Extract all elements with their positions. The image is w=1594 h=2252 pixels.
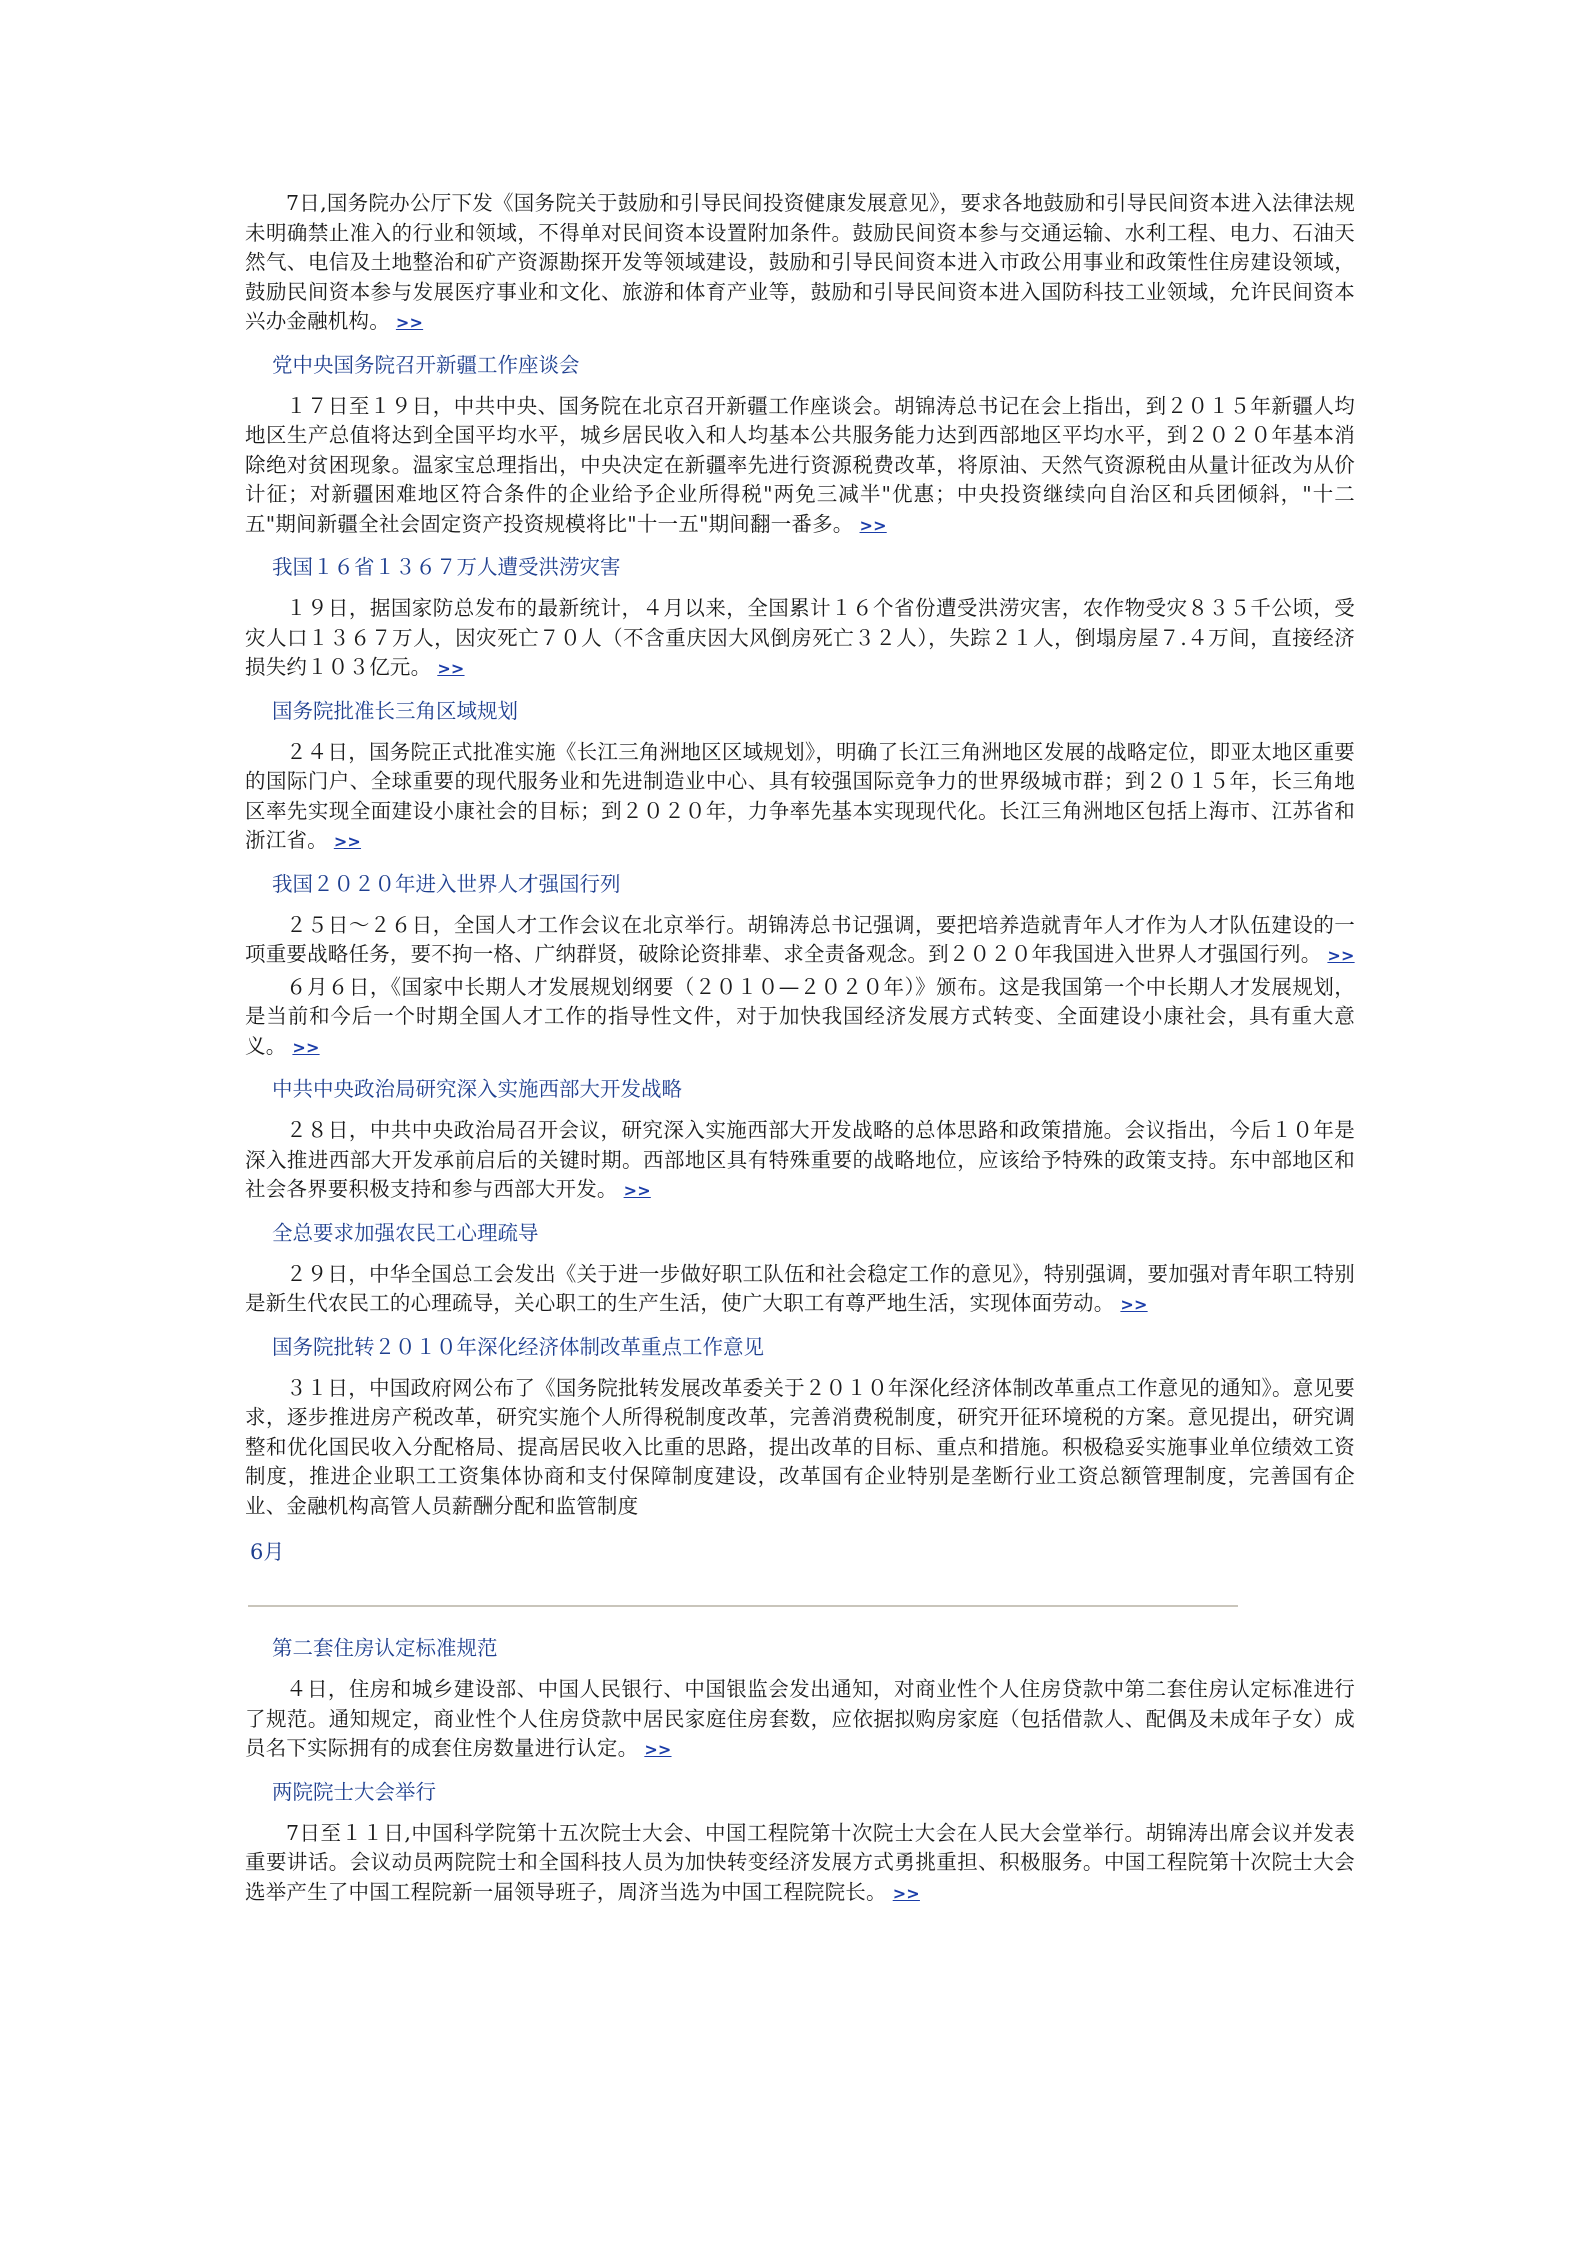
read-more-link[interactable]: >>: [859, 515, 887, 535]
month-heading: 6月: [250, 1540, 285, 1564]
paragraph-text: ２４日，国务院正式批准实施《长江三角洲地区区域规划》，明确了长江三角洲地区发展的战略定位，即亚太地区重要的国际门户、全球重要的现代服务业和先进制造业中心、具有较强国际竞争力的世界级城市群；到２０１５年，长三角地区率先实现全面建设小康社会的目标；到２０２０年，力争率先基本实现现代化。长江三角洲地区包括上海市、江苏省和浙江省。: [245, 739, 1355, 852]
paragraph-text: １７日至１９日，中共中央、国务院在北京召开新疆工作座谈会。胡锦涛总书记在会上指出，到２０１５年新疆人均地区生产总值将达到全国平均水平，城乡居民收入和人均基本公共服务能力达到西部地区平均水平，到２０２０年基本消除绝对贫困现象。温家宝总理指出，中央决定在新疆率先进行资源税费改革，将原油、天然气资源税由从量计征改为从价计征；对新疆困难地区符合条件的企业给予企业所得税"两免三减半"优惠；中央投资继续向自治区和兵团倾斜，"十二五"期间新疆全社会固定资产投资规模将比"十一五"期间翻一番多。: [245, 393, 1355, 536]
news-paragraph: [245, 594, 1355, 684]
read-more-link[interactable]: >>: [892, 1883, 920, 1903]
news-paragraph: [245, 1116, 1355, 1206]
news-headline-link[interactable]: 国务院批转２０１０年深化经济体制改革重点工作意见: [272, 1334, 764, 1359]
paragraph-text: ２９日，中华全国总工会发出《关于进一步做好职工队伍和社会稳定工作的意见》，特别强调，要加强对青年职工特别是新生代农民工的心理疏导，关心职工的生产生活，使广大职工有尊严地生活，实现体面劳动。: [245, 1261, 1355, 1315]
paragraph-text: 7日至１１日,中国科学院第十五次院士大会、中国工程院第十次院士大会在人民大会堂举行。胡锦涛出席会议并发表重要讲话。会议动员两院院士和全国科技人员为加快转变经济发展方式勇挑重担、积极服务。中国工程院第十次院士大会选举产生了中国工程院新一届领导班子，周济当选为中国工程院院长。: [245, 1820, 1355, 1904]
news-headline-link[interactable]: 中共中央政治局研究深入实施西部大开发战略: [272, 1077, 682, 1101]
read-more-link[interactable]: >>: [292, 1037, 320, 1057]
news-list: [245, 189, 1355, 1908]
read-more-link[interactable]: >>: [623, 1181, 651, 1200]
paragraph-text: 7日,国务院办公厅下发《国务院关于鼓励和引导民间投资健康发展意见》，要求各地鼓励和引导民间资本进入法律法规未明确禁止准入的行业和领域，不得单对民间资本设置附加条件。鼓励民间资本参与交通运输、水利工程、电力、石油天然气、电信及土地整治和矿产资源勘探开发等领域建设，鼓励和引导民间资本进入市政公用事业和政策性住房建设领域，鼓励民间资本参与发展医疗事业和文化、旅游和体育产业等，鼓励和引导民间资本进入国防科技工业领域，允许民间资本兴办金融机构。: [245, 191, 1355, 333]
news-paragraph: [245, 1819, 1355, 1909]
read-more-link[interactable]: >>: [1120, 1295, 1148, 1314]
news-headline-link[interactable]: 第二套住房认定标准规范: [272, 1636, 498, 1660]
news-paragraph: [245, 1260, 1355, 1320]
read-more-link[interactable]: >>: [437, 659, 465, 678]
paragraph-text: ６月６日，《国家中长期人才发展规划纲要（２０１０—２０２０年）》颁布。这是我国第一个中长期人才发展规划，是当前和今后一个时期全国人才工作的指导性文件，对于加快我国经济发展方式转变、全面建设小康社会，具有重大意义。: [245, 974, 1355, 1058]
news-headline-link[interactable]: 我国２０２０年进入世界人才强国行列: [272, 871, 621, 896]
section-divider: [248, 1605, 1238, 1607]
news-headline-link[interactable]: 党中央国务院召开新疆工作座谈会: [272, 352, 580, 377]
news-headline-link[interactable]: 全总要求加强农民工心理疏导: [272, 1220, 539, 1245]
news-paragraph: [245, 392, 1355, 541]
read-more-link[interactable]: >>: [395, 313, 424, 332]
read-more-link[interactable]: >>: [1327, 946, 1355, 965]
news-paragraph: [245, 911, 1355, 971]
read-more-link[interactable]: >>: [644, 1740, 672, 1759]
news-paragraph: [245, 189, 1355, 338]
read-more-link[interactable]: >>: [333, 832, 362, 851]
news-paragraph: [245, 1374, 1355, 1522]
paragraph-text: ２５日～２６日，全国人才工作会议在北京举行。胡锦涛总书记强调，要把培养造就青年人才作为人才队伍建设的一项重要战略任务，要不拘一格、广纳群贤，破除论资排辈、求全责备观念。到２０２０年我国进入世界人才强国行列。: [245, 912, 1355, 966]
paragraph-text: ４日，住房和城乡建设部、中国人民银行、中国银监会发出通知，对商业性个人住房贷款中第二套住房认定标准进行了规范。通知规定，商业性个人住房贷款中居民家庭住房套数，应依据拟购房家庭（包括借款人、配偶及未成年子女）成员名下实际拥有的成套住房数量进行认定。: [245, 1677, 1355, 1760]
paragraph-text: ３１日，中国政府网公布了《国务院批转发展改革委关于２０１０年深化经济体制改革重点工作意见的通知》。意见要求，逐步推进房产税改革，研究实施个人所得税制度改革，完善消费税制度，研究开征环境税的方案。意见提出，研究调整和优化国民收入分配格局、提高居民收入比重的思路，提出改革的目标、重点和措施。积极稳妥实施事业单位绩效工资制度，推进企业职工工资集体协商和支付保障制度建设，改革国有企业特别是垄断行业工资总额管理制度，完善国有企业、金融机构高管人员薪酬分配和监管制度: [245, 1375, 1355, 1518]
news-paragraph: [245, 738, 1355, 857]
news-paragraph: [245, 1675, 1355, 1765]
news-headline-link[interactable]: 两院院士大会举行: [272, 1779, 436, 1804]
paragraph-text: ２８日，中共中央政治局召开会议，研究深入实施西部大开发战略的总体思路和政策措施。会议指出，今后１０年是深入推进西部大开发承前启后的关键时期。西部地区具有特殊重要的战略地位，应该给予特殊的政策支持。东中部地区和社会各界要积极支持和参与西部大开发。: [245, 1118, 1355, 1201]
news-headline-link[interactable]: 我国１６省１３６７万人遭受洪涝灾害: [272, 555, 621, 579]
news-paragraph: [245, 973, 1355, 1063]
paragraph-text: １９日，据国家防总发布的最新统计，４月以来，全国累计１６个省份遭受洪涝灾害，农作物受灾８３５千公顷，受灾人口１３６７万人，因灾死亡７０人（不含重庆因大风倒房死亡３２人），失踪２１人，倒塌房屋７.４万间，直接经济损失约１０３亿元。: [245, 596, 1355, 679]
news-headline-link[interactable]: 国务院批准长三角区域规划: [272, 698, 518, 723]
